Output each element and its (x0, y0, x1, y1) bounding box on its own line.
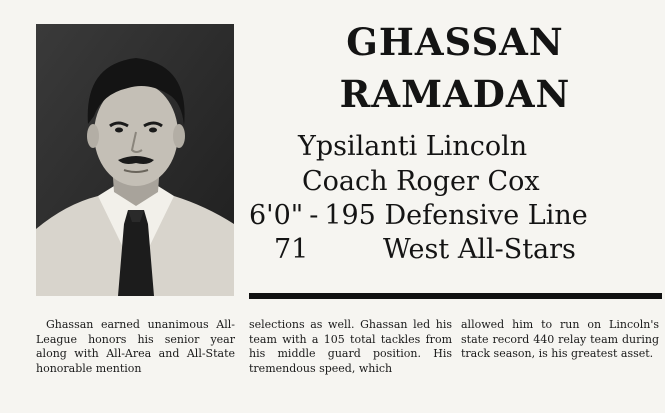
player-weight: 195 (324, 200, 376, 231)
player-photo (36, 24, 234, 296)
first-name: GHASSAN (346, 20, 564, 64)
bio-column-2: selections as well. Ghassan led his team with a 105 total tackles from his middle guard position. His tremendous speed, which (249, 318, 452, 375)
player-position: Defensive Line (384, 200, 588, 231)
bio-column-1: Ghassan earned unanimous All-League honors his senior year along with All-Area and All-State honorable mention (36, 318, 235, 375)
jersey-number: 71 (274, 234, 309, 265)
coach-name: Coach Roger Cox (302, 166, 540, 197)
divider-rule (249, 293, 662, 299)
portrait-image (36, 24, 234, 296)
player-height: 6'0" (249, 200, 304, 231)
player-stats (249, 200, 588, 232)
school-name: Ypsilanti Lincoln (298, 131, 528, 162)
stats-separator: - (309, 200, 319, 231)
all-star-team: West All-Stars (383, 234, 576, 265)
bio-column-3: allowed him to run on Lincoln's state record 440 relay team during track season, is his greatest asset. (461, 318, 659, 360)
last-name: RAMADAN (339, 72, 571, 116)
